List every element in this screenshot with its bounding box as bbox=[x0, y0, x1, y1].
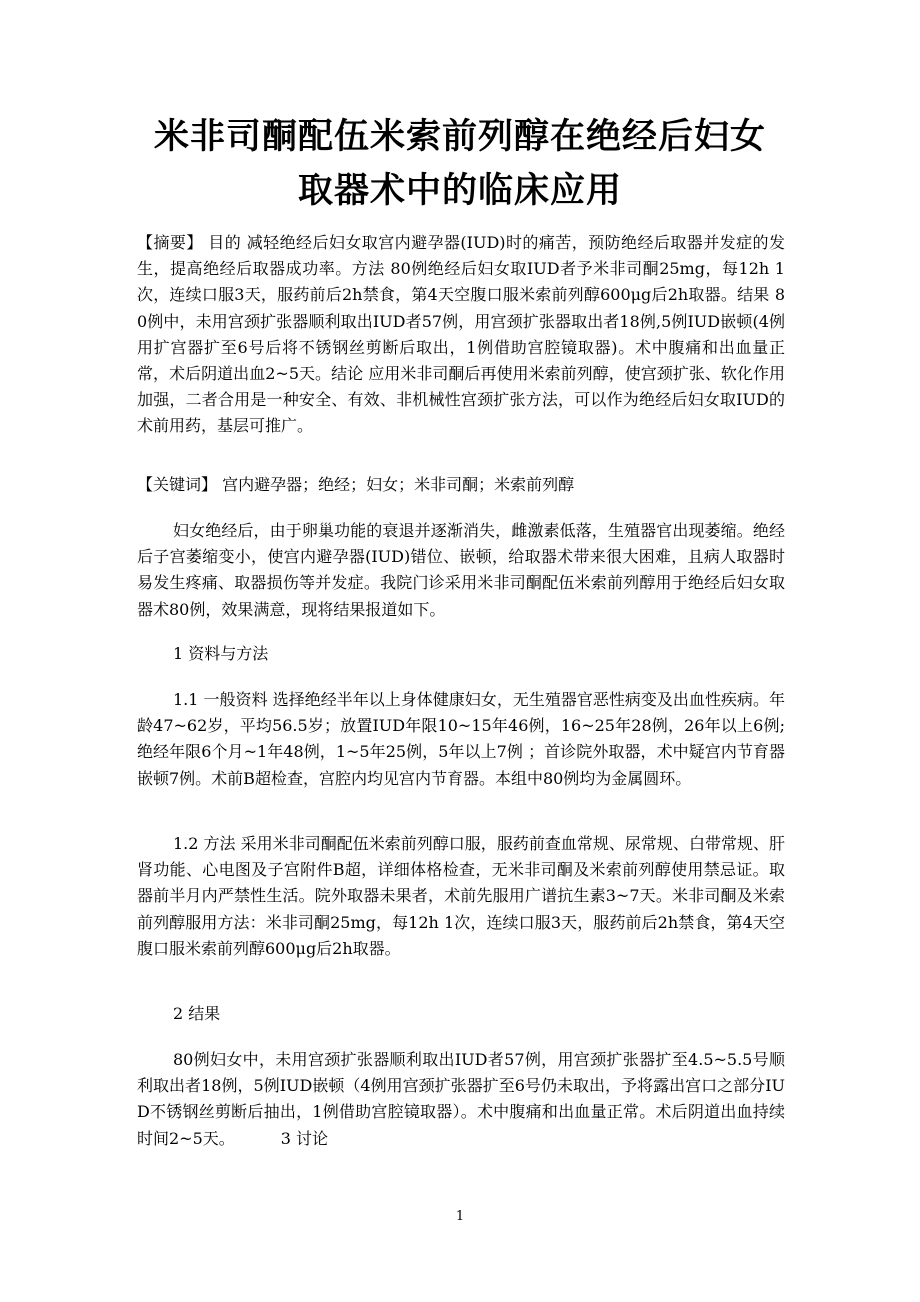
section-2-paragraph bbox=[137, 1047, 785, 1152]
keywords-label: 【关键词】 bbox=[137, 475, 218, 494]
section-2-text: 80例妇女中，未用宫颈扩张器顺利取出IUD者57例，用宫颈扩张器扩至4.5~5.5号顺利取出者18例，5例IUD嵌顿（4例用宫颈扩张器扩至6号仍未取出，予将露出宫口之部分IUD不锈钢丝剪断后抽出，1例借助宫腔镜取器）。术中腹痛和出血量正常。术后阴道出血持续时间2~5天。 bbox=[137, 1050, 785, 1148]
abstract-text: 目的 减轻绝经后妇女取宫内避孕器(IUD)时的痛苦，预防绝经后取器并发症的发生，提高绝经后取器成功率。方法 80例绝经后妇女取IUD者予米非司酮25mg，每12h 1次，连续口服3天，服药前后2h禁食，第4天空腹口服米索前列醇600μg后2h取器。结果 80例中，未用宫颈扩张器顺利取出IUD者57例，用宫颈扩张器取出者18例,5例IUD嵌顿(4例用扩宫器扩至6号后将不锈钢丝剪断后取出，1例借助宫腔镜取器)。术中腹痛和出血量正常，术后阴道出血2~5天。结论 应用米非司酮后再使用米索前列醇，使宫颈扩张、软化作用加强，二者合用是一种安全、有效、非机械性宫颈扩张方法，可以作为绝经后妇女取IUD的术前用药，基层可推广。 bbox=[137, 233, 785, 436]
page-number: 1 bbox=[455, 1209, 465, 1224]
section-1-heading: 1 资料与方法 bbox=[173, 644, 269, 663]
keywords-paragraph bbox=[137, 472, 785, 498]
title-line-1: 米非司酮配伍米索前列醇在绝经后妇女 bbox=[153, 117, 766, 157]
page-title bbox=[100, 110, 820, 218]
abstract-paragraph bbox=[137, 230, 785, 440]
title-line-2: 取器术中的临床应用 bbox=[297, 171, 622, 211]
abstract-label: 【摘要】 bbox=[137, 233, 203, 252]
section-3-heading: 3 讨论 bbox=[280, 1128, 329, 1148]
keywords-text: 宫内避孕器；绝经；妇女；米非司酮；米索前列醇 bbox=[217, 475, 575, 494]
intro-paragraph: 妇女绝经后，由于卵巢功能的衰退并逐渐消失，雌激素低落，生殖器官出现萎缩。绝经后子宫萎缩变小，使宫内避孕器(IUD)错位、嵌顿，给取器术带来很大困难，且病人取器时易发生疼痛、取器损伤等并发症。我院门诊采用米非司酮配伍米索前列醇用于绝经后妇女取器术80例，效果满意，现将结果报道如下。 bbox=[137, 521, 785, 619]
section-1-1-paragraph: 1.1 一般资料 选择绝经半年以上身体健康妇女，无生殖器官恶性病变及出血性疾病。年龄47~62岁，平均56.5岁；放置IUD年限10~15年46例，16~25年28例，26年以上6例;绝经年限6个月~1年48例，1~5年25例，5年以上7例 ；首诊院外取器，术中疑宫内节育器嵌顿7例。术前B超检查，宫腔内均见宫内节育器。本组中80例均为金属圆环。 bbox=[137, 690, 785, 788]
section-1-2-paragraph: 1.2 方法 采用米非司酮配伍米索前列醇口服，服药前查血常规、尿常规、白带常规、肝肾功能、心电图及子宫附件B超，详细体格检查，无米非司酮及米索前列醇使用禁忌证。取器前半月内严禁性生活。院外取器未果者，术前先服用广谱抗生素3~7天。米非司酮及米索前列醇服用方法：米非司酮25mg，每12h 1次，连续口服3天，服药前后2h禁食，第4天空腹口服米索前列醇600μg后2h取器。 bbox=[137, 834, 785, 958]
section-2-heading: 2 结果 bbox=[173, 1004, 221, 1023]
